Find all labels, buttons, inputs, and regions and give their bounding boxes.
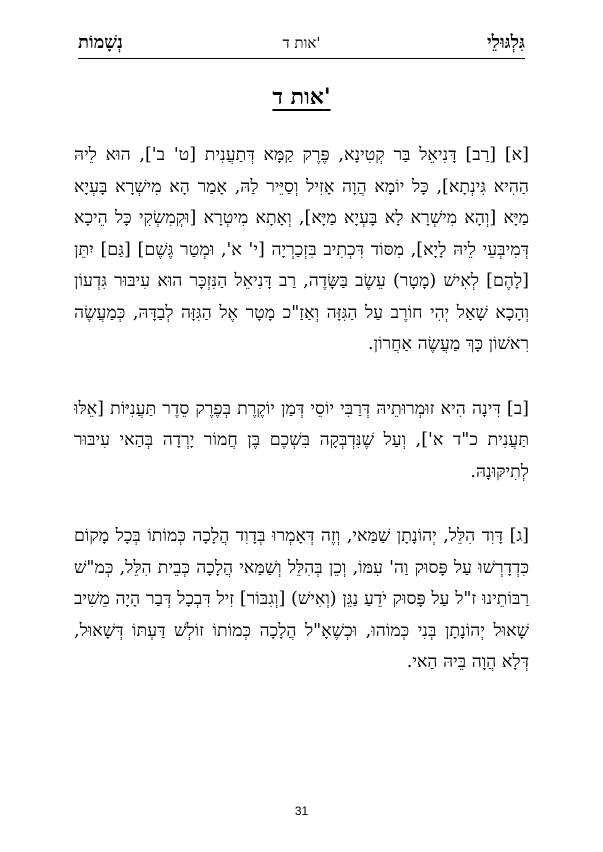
paragraph-3: [ג] דָּוִד הִלֵּל, יְהוֹנָתָן שַׁמַּאי, וְזֶה דְּאָמְרוּ בְּדָוִד הֲלָכָה כְּמוֹתוֹ בְּכָל מָקוֹם כִּדְדָרְשׁוּ עַל פָּסוּק וַה' עִמּוֹ, וְכֵן בְּהִלֵּל וְשַׁמַּאי הֲלָכָה כְּבֵית הִלֵּל, כְּמ"שׁ רַבּוֹתֵינוּ ז"ל עַל פָּסוּק יֹדֵעַ נַגֵּן (וְאִישׁ) [וְגִבּוֹר] זִיל דִּבְכָל דְּבַר הָיָה מֵשִׁיב שָׁאוּל יְהוֹנָתָן בְּנִי כְּמוֹהוּ, וּכְשֶׁאָ"ל הֲלָכָה כְּמוֹתוֹ זוֹלְשׁ דַּעְתּוֹ דְּשָׁאוּל, דְּלָא הֲוָה בֵּיהּ הַאי.	[74, 526, 529, 672]
header-book-title: גִּלְגּוּלֵי	[486, 32, 525, 53]
header-chapter-label: אות ד'	[282, 34, 321, 52]
chapter-title	[0, 84, 603, 110]
page-number: 31	[294, 804, 309, 818]
body-text	[74, 140, 529, 712]
header-book-subtitle: נְשָׁמוֹת	[78, 32, 123, 53]
paragraph-2: [ב] דִּינָה הִיא זוּמְרוּתֵיהּ דְּרַבִּי יוֹסֵי דְּמַן יוֹקֶרֶת בְּפֶרֶק סֵדֶר תַּעֲנִיּוֹת [אֵלּוּ תַּעֲנִית כ"ד א'], וְעַל שֶׁנִּדְבְּקָה בִּשְׁכֶם בֶּן חֲמוֹר יָרְדָה בְּהַאי עִיבּוּר לְתִיקּוּנָהּ.	[74, 398, 529, 482]
chapter-title-text: אות ד'	[272, 84, 331, 110]
running-header	[78, 32, 525, 59]
paragraph-1: [א] [רַב] דָּנִיאֵל בַּר קְטִינָא, פֶּרֶק קַמָּא דְּתַעֲנִית [ט' ב'], הוּא לֵיהּ הַהִיא גִּינְתָא], כָּל יוֹמָא הֲוָה אָזִיל וְסַיֵּיר לַהּ, אָמַר הָא מִישְׁרָא בָּעְיָא מַיָּא [וְהָא מִישְׁרָא לָא בָּעְיָא מַיָּא], וְאָתָא מִיטְרָא [וּקְמִשְׂקִי כָּל הֵיכָא דְּמִיבְּעֵי לֵיהּ לָיָא], מִסּוֹד דִּכְתִיב בִּזְכַרְיָה [י' א', וּמְטַר גֶּשֶׁם] [גַּם] יִתֵּן [לָהֶם] לְאִישׁ (מָטָר) עֵשֶׂב בַּשָּׂדֶה, רַב דָּנִיאֵל הַנִּזְכָּר הוּא עִיבּוּר גִּדְעוֹן וְהָכָא שָׁאַל יְהִי חוֹרֶב עַל הַגִּזָּה וְאַזַ"כ מָטָר אֶל הַגִּזָּה לְבַדָּהּ, כְּמַעֲשֶׂה רִאשׁוֹן כָּךְ מַעֲשֶׂה אַחֲרוֹן.	[74, 145, 529, 354]
